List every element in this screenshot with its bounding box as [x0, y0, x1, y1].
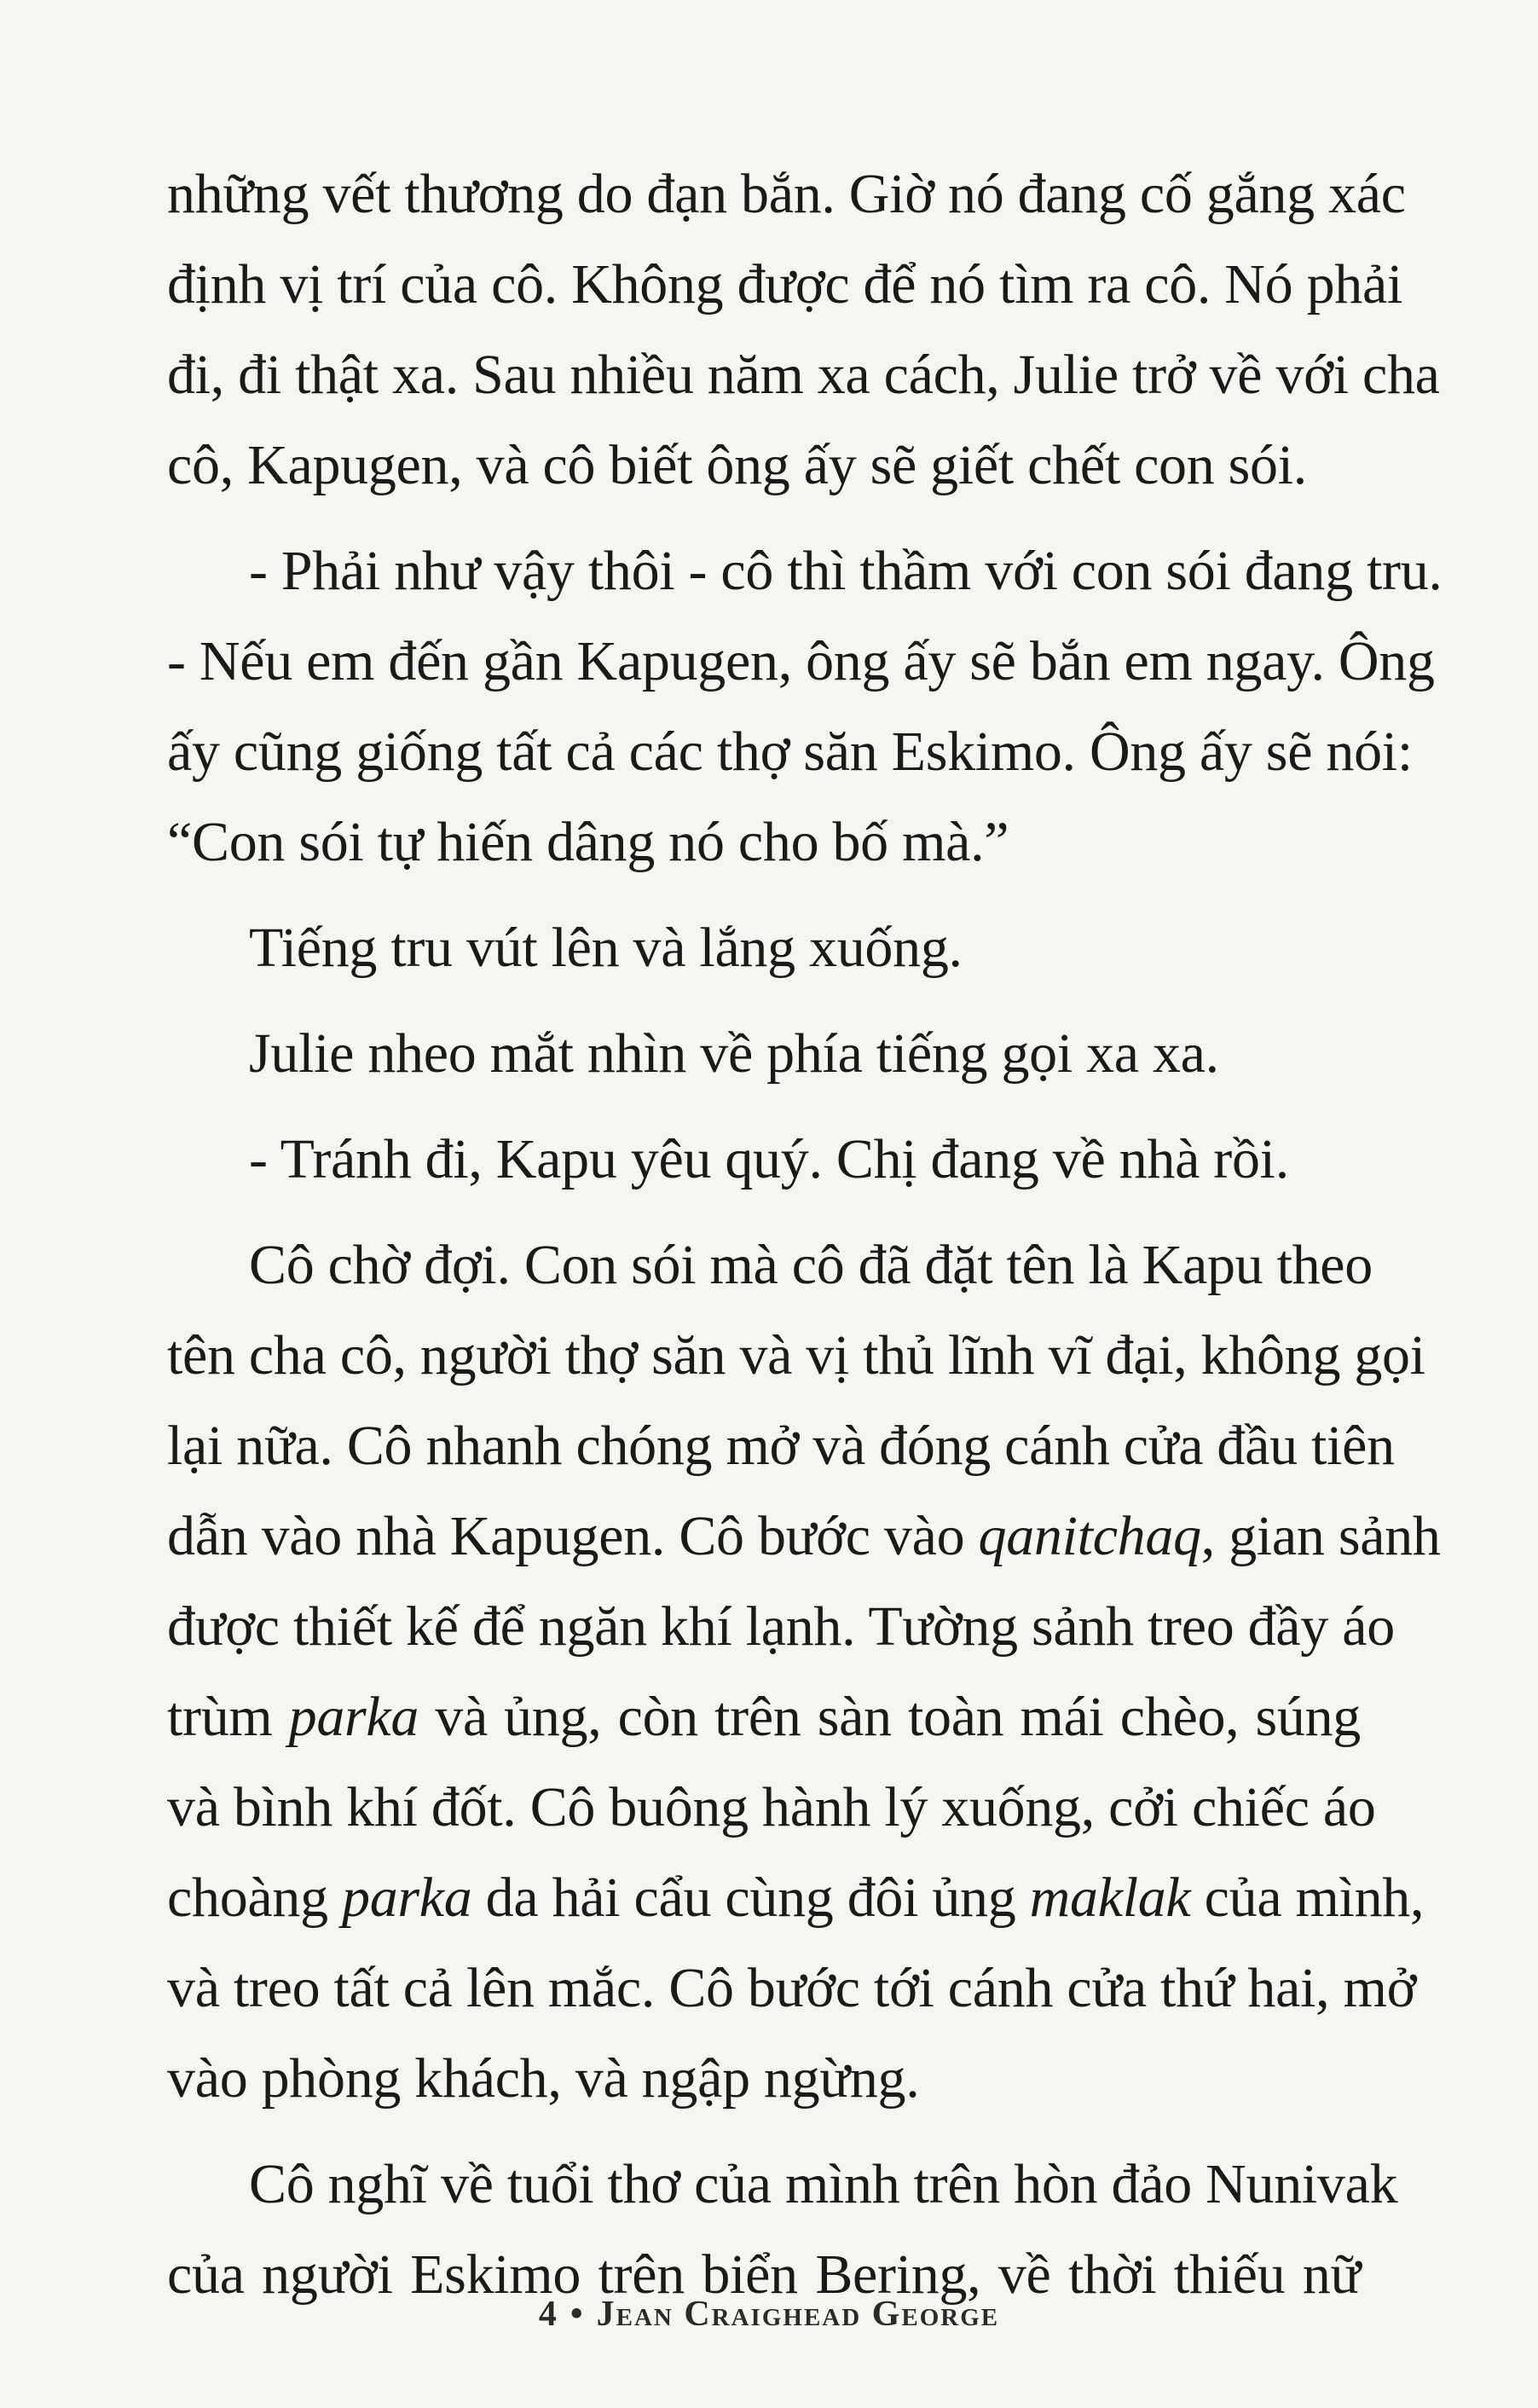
text-line: những vết thương do đạn bắn. Giờ nó đang cố gắng xác	[167, 163, 1406, 225]
text-line: - Phải như vậy thôi - cô thì thầm với con sói đang tru.	[249, 540, 1443, 602]
text-line: cô, Kapugen, và cô biết ông ấy sẽ giết chết con sói.	[167, 434, 1307, 496]
italic-term: maklak	[1029, 1867, 1191, 1929]
italic-term: qanitchaq	[978, 1505, 1201, 1567]
text-line: - Tránh đi, Kapu yêu quý. Chị đang về nhà rồi.	[249, 1128, 1289, 1190]
italic-term: parka	[342, 1867, 472, 1929]
text-line: lại nữa. Cô nhanh chóng mở và đóng cánh cửa đầu tiên	[167, 1415, 1395, 1477]
text-line: được thiết kế để ngăn khí lạnh. Tường sảnh treo đầy áo	[167, 1595, 1395, 1658]
text-line: Cô chờ đợi. Con sói mà cô đã đặt tên là Kapu theo	[249, 1234, 1373, 1296]
text-line: Tiếng tru vút lên và lắng xuống.	[249, 917, 963, 979]
italic-term: parka	[288, 1686, 419, 1748]
text-line: đi, đi thật xa. Sau nhiều năm xa cách, Julie trở về với cha	[167, 344, 1440, 406]
text-line: dẫn vào nhà Kapugen. Cô bước vào qanitchaq, gian sảnh	[167, 1505, 1441, 1567]
text-line: và bình khí đốt. Cô buông hành lý xuống, cởi chiếc áo	[167, 1776, 1376, 1838]
text-line: Julie nheo mắt nhìn về phía tiếng gọi xa xa.	[249, 1022, 1219, 1085]
text-line: tên cha cô, người thợ săn và vị thủ lĩnh vĩ đại, không gọi	[167, 1324, 1425, 1386]
text-line: choàng parka da hải cẩu cùng đôi ủng maklak của mình,	[167, 1867, 1425, 1929]
text-line: trùm parka và ủng, còn trên sàn toàn mái chèo, súng	[167, 1686, 1362, 1748]
text-line: và treo tất cả lên mắc. Cô bước tới cánh cửa thứ hai, mở	[167, 1957, 1417, 2019]
text-line: vào phòng khách, và ngập ngừng.	[167, 2047, 920, 2110]
text-line: ấy cũng giống tất cả các thợ săn Eskimo. Ông ấy sẽ nói:	[167, 721, 1413, 783]
text-line: - Nếu em đến gần Kapugen, ông ấy sẽ bắn em ngay. Ông	[167, 630, 1435, 692]
page-number: 4	[538, 2295, 558, 2334]
text-line: của người Eskimo trên biển Bering, về thời thiếu nữ	[167, 2243, 1361, 2306]
text-line: định vị trí của cô. Không được để nó tìm ra cô. Nó phải	[167, 253, 1403, 315]
text-line: “Con sói tự hiến dâng nó cho bố mà.”	[167, 811, 1009, 873]
text-line: Cô nghĩ về tuổi thơ của mình trên hòn đảo Nunivak	[249, 2153, 1398, 2215]
body-text	[167, 149, 1443, 2320]
page-footer	[0, 2294, 1538, 2335]
footer-separator: •	[570, 2295, 585, 2334]
author-name: Jean Craighead George	[596, 2295, 1000, 2334]
